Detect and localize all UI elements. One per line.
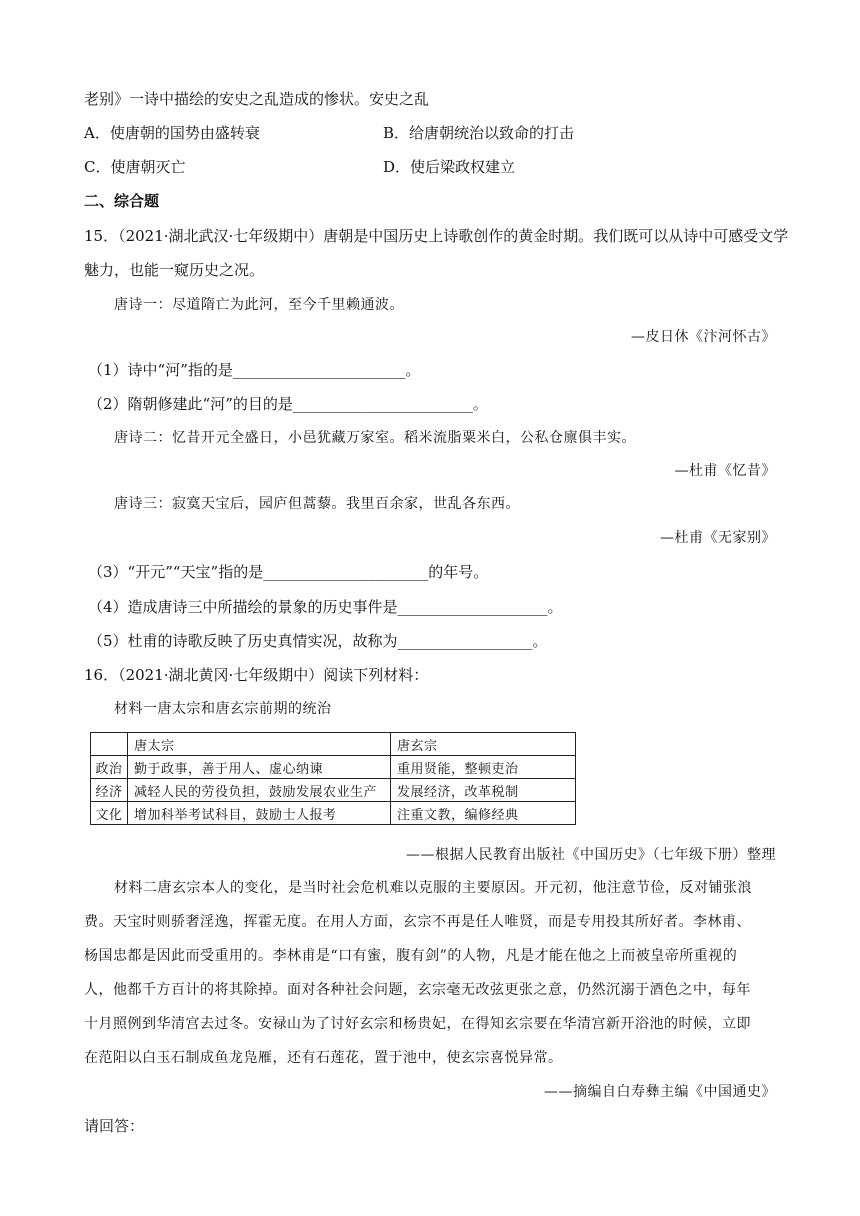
q16-material-2-source: ——摘编自白寿彝主编《中国通史》	[544, 1084, 776, 1100]
table-row	[91, 802, 576, 825]
q15-poem-1-source: —皮日休《汴河怀古》	[631, 329, 776, 345]
material-1-table	[90, 732, 576, 825]
q15-stem-line2: 魅力，也能一窥历史之况。	[84, 261, 265, 279]
q16-material-2-line: 材料二唐玄宗本人的变化，是当时社会危机难以克服的主要原因。开元初，他注意节俭，反对铺张浪	[114, 880, 752, 896]
table-cell: 注重文教，编修经典	[391, 802, 576, 825]
q15-poem-3-source: —杜甫《无家别》	[660, 530, 776, 546]
table-header-cell: 唐太宗	[128, 733, 391, 756]
q16-material-2-line: 十月照例到华清宫去过冬。安禄山为了讨好玄宗和杨贵妃，在得知玄宗要在华清宫新开浴池的时候，立即	[84, 1016, 751, 1032]
table-header-cell	[91, 733, 128, 756]
q15-sub-question-2: （2）隋朝修建此“河”的目的是________________________。	[88, 395, 488, 413]
table-row	[91, 779, 576, 802]
table-cell: 勤于政事，善于用人、虚心纳谏	[128, 756, 391, 779]
q15-sub-question-4: （4）造成唐诗三中所描绘的景象的历史事件是____________________。	[88, 598, 563, 616]
q16-material-1-source: ——根据人民教育出版社《中国历史》（七年级下册）整理	[406, 847, 776, 863]
table-cell: 减轻人民的劳役负担，鼓励发展农业生产	[128, 779, 391, 802]
table-cell: 文化	[91, 802, 128, 825]
q14-option-a: A．使唐朝的国势由盛转衰	[84, 124, 260, 142]
table-cell: 经济	[91, 779, 128, 802]
q15-sub-question-3: （3）“开元”“天宝”指的是______________________的年号。	[88, 563, 489, 581]
q15-stem-line1: 15．（2021·湖北武汉·七年级期中）唐朝是中国历史上诗歌创作的黄金时期。我们既可以从诗中可感受文学	[84, 227, 789, 245]
q16-material-2-line: 在范阳以白玉石制成鱼龙凫雁，还有石莲花，置于池中，使玄宗喜悦异常。	[84, 1050, 563, 1066]
table-cell: 重用贤能，整顿吏治	[391, 756, 576, 779]
q16-stem: 16．（2021·湖北黄冈·七年级期中）阅读下列材料：	[84, 666, 429, 684]
q15-poem-1: 唐诗一：尽道隋亡为此河，至今千里赖通波。	[114, 297, 404, 313]
q15-poem-2: 唐诗二：忆昔开元全盛日，小邑犹藏万家室。稻米流脂粟米白，公私仓廪俱丰实。	[114, 430, 636, 446]
table-cell: 政治	[91, 756, 128, 779]
q14-option-d: D．使后梁政权建立	[383, 158, 516, 176]
table-cell: 发展经济，改革税制	[391, 779, 576, 802]
q16-material-2-line: 人，他都千方百计的将其除掉。面对各种社会问题，玄宗毫无改弦更张之意，仍然沉溺于酒色之中，每年	[84, 982, 751, 998]
q16-answer-prompt: 请回答：	[84, 1117, 145, 1135]
q14-stem-tail: 老别》一诗中描绘的安史之乱造成的惨状。安史之乱	[84, 90, 430, 108]
table-header-cell: 唐玄宗	[391, 733, 576, 756]
q14-option-b: B．给唐朝统治以致命的打击	[383, 124, 575, 142]
q15-poem-3: 唐诗三：寂寞天宝后，园庐但蒿藜。我里百余家，世乱各东西。	[114, 496, 520, 512]
q14-option-c: C．使唐朝灭亡	[84, 158, 186, 176]
q16-material-2-line: 费。天宝时则骄奢淫逸，挥霍无度。在用人方面，玄宗不再是任人唯贤，而是专用投其所好者。李林甫、	[84, 914, 751, 930]
q15-poem-2-source: —杜甫《忆昔》	[674, 463, 776, 479]
q16-material-2-line: 杨国忠都是因此而受重用的。李林甫是“口有蜜，腹有剑”的人物，凡是才能在他之上而被皇帝所重视的	[84, 948, 738, 964]
table-row	[91, 756, 576, 779]
q15-sub-question-5: （5）杜甫的诗歌反映了历史真情实况，故称为__________________。	[88, 632, 548, 650]
section-title-comprehensive: 二、综合题	[84, 192, 160, 210]
q15-sub-question-1: （1）诗中“河”指的是_______________________。	[88, 361, 421, 379]
table-header-row	[91, 733, 576, 756]
table-cell: 增加科举考试科目，鼓励士人报考	[128, 802, 391, 825]
q16-material-1-title: 材料一唐太宗和唐玄宗前期的统治	[114, 701, 332, 717]
